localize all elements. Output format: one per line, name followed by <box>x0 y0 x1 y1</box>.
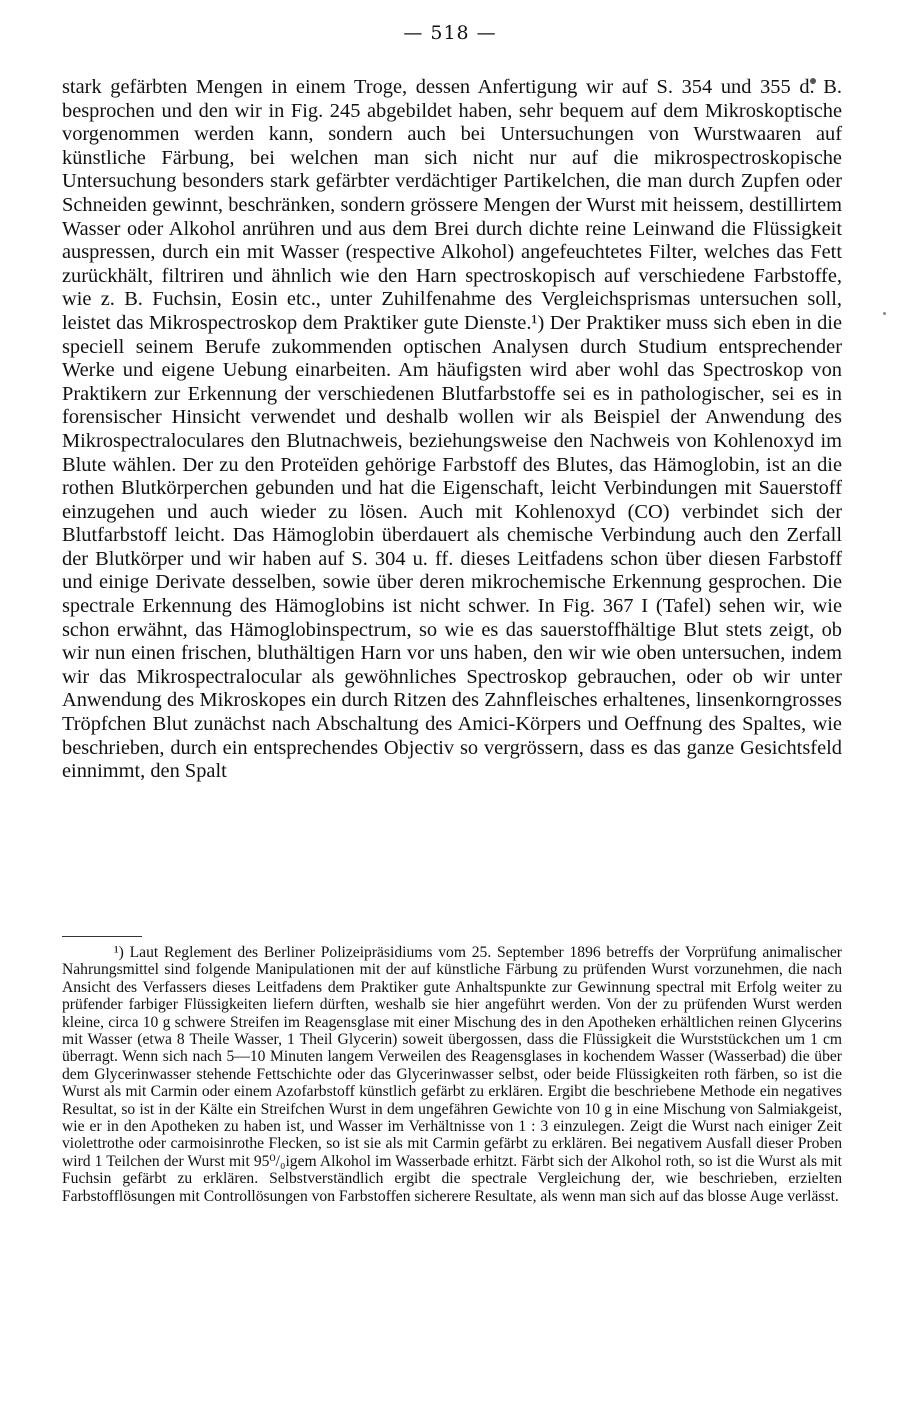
body-text <box>62 76 842 784</box>
footnote <box>62 944 842 1205</box>
print-speck-small <box>883 312 886 315</box>
footnote-text: ¹) Laut Reglement des Berliner Polizeipräsidiums vom 25. September 1896 betreffs der Vorprüfung animalischer Nahrungsmittel sind folgende Manipulationen mit der auf künstliche Färbung zu prüfenden Wurst vorzunehmen, die nach Ansicht des Verfassers dieses Leitfadens dem Praktiker gute Anhaltspunkte zur Gewinnung spectral mit Erfolg weiter zu prüfender farbiger Flüssigkeiten liefern dürften, weshalb sie hier angeführt werden. Von der zu prüfenden Wurst werden kleine, circa 10 g schwere Streifen im Reagensglase mit einer Mischung des in den Apotheken erhältlichen reinen Glycerins mit Wasser (etwa 8 Theile Wasser, 1 Theil Glycerin) soweit übergossen, dass die Flüssigkeit die Wurststückchen um 1 cm überragt. Wenn sich nach 5—10 Minuten langem Verweilen des Reagensglases in kochendem Wasser (Wasserbad) die über dem Glycerinwasser stehende Fettschichte oder das Glycerinwasser selbst, oder beide Flüssigkeiten roth färben, so ist die Wurst als mit Carmin oder einem Azofarbstoff künstlich gefärbt zu erklären. Ergibt die beschriebene Methode ein negatives Resultat, so ist in der Kälte ein Streifchen Wurst in dem ungefähren Gewichte von 10 g in eine Mischung von Salmiakgeist, wie er in den Apotheken zu haben ist, und Wasser im Verhältnisse von 1 : 3 einzulegen. Zeigt die Wurst nach einiger Zeit violettrothe oder carmoisinrothe Flecken, so ist sie als mit Carmin gefärbt zu erklären. Bei negativem Ausfall dieser Proben wird 1 Teilchen der Wurst mit 95⁰/₀igem Alkohol im Wasserbade erhitzt. Färbt sich der Alkohol roth, so ist die Wurst als mit Fuchsin gefärbt zu erklären. Selbstverständlich ergibt die spectrale Vergleichung der, wie beschrieben, erzielten Farbstofflösungen mit Controllösungen von Farbstoffen sicherere Resultate, als wenn man sich auf das blosse Auge verlässt. <box>62 944 842 1205</box>
footnote-divider <box>62 936 142 937</box>
page-number: — 518 — <box>403 22 497 44</box>
body-paragraph: stark gefärbten Mengen in einem Troge, dessen Anfertigung wir auf S. 354 und 355 d. B. besprochen und den wir in Fig. 245 abgebildet haben, sehr bequem auf dem Mikroskoptische vorgenommen werden kann, sondern auch bei Untersuchungen von Wurstwaaren auf künstliche Färbung, bei welchen man sich nicht nur auf die mikrospectroskopische Untersuchung besonders stark gefärbter verdächtiger Partikelchen, die man durch Zupfen oder Schneiden gewinnt, beschränken, sondern grössere Mengen der Wurst mit heissem, destillirtem Wasser oder Alkohol anrühren und aus dem Brei durch dichte reine Leinwand die Flüssigkeit auspressen, durch ein mit Wasser (respective Alkohol) angefeuchtetes Filter, welches das Fett zurückhält, filtriren und ähnlich wie den Harn spectroskopisch auf verschiedene Farbstoffe, wie z. B. Fuchsin, Eosin etc., unter Zuhilfenahme des Vergleichsprismas untersuchen soll, leistet das Mikrospectroskop dem Praktiker gute Dienste.¹) Der Praktiker muss sich eben in die speciell seinem Berufe zukommenden optischen Analysen durch Studium entsprechender Werke und eigene Uebung einarbeiten. Am häufigsten wird aber wohl das Spectroskop von Praktikern zur Erkennung der verschiedenen Blutfarbstoffe sei es in pathologischer, sei es in forensischer Hinsicht verwendet und deshalb wollen wir als Beispiel der Anwendung des Mikrospectraloculares den Blutnachweis, beziehungsweise den Nachweis von Kohlenoxyd im Blute wählen. Der zu den Proteïden gehörige Farbstoff des Blutes, das Hämoglobin, ist an die rothen Blutkörperchen gebunden und hat die Eigenschaft, leicht Verbindungen mit Sauerstoff einzugehen und auch wieder zu lösen. Auch mit Kohlenoxyd (CO) verbindet sich der Blutfarbstoff leicht. Das Hämoglobin überdauert als chemische Verbindung auch den Zerfall der Blutkörper und wir haben auf S. 304 u. ff. dieses Leitfadens schon über diesen Farbstoff und einige Derivate desselben, sowie über deren mikrochemische Erkennung gesprochen. Die spectrale Erkennung des Hämoglobins ist nicht schwer. In Fig. 367 I (Tafel) sehen wir, wie schon erwähnt, das Hämoglobinspectrum, so wie es das sauerstoffhältige Blut stets zeigt, ob wir nun einen frischen, bluthältigen Harn vor uns haben, den wir wie oben untersuchen, indem wir das Mikrospectralocular als gewöhnliches Spectroskop gebrauchen, oder ob wir unter Anwendung des Mikroskopes ein durch Ritzen des Zahnfleisches erhaltenes, linsenkorngrosses Tröpfchen Blut zunächst nach Abschaltung des Amici-Körpers und Oeffnung des Spaltes, wie beschrieben, durch ein entsprechendes Objectiv so vergrössern, dass es das ganze Gesichtsfeld einnimmt, den Spalt <box>62 76 842 783</box>
